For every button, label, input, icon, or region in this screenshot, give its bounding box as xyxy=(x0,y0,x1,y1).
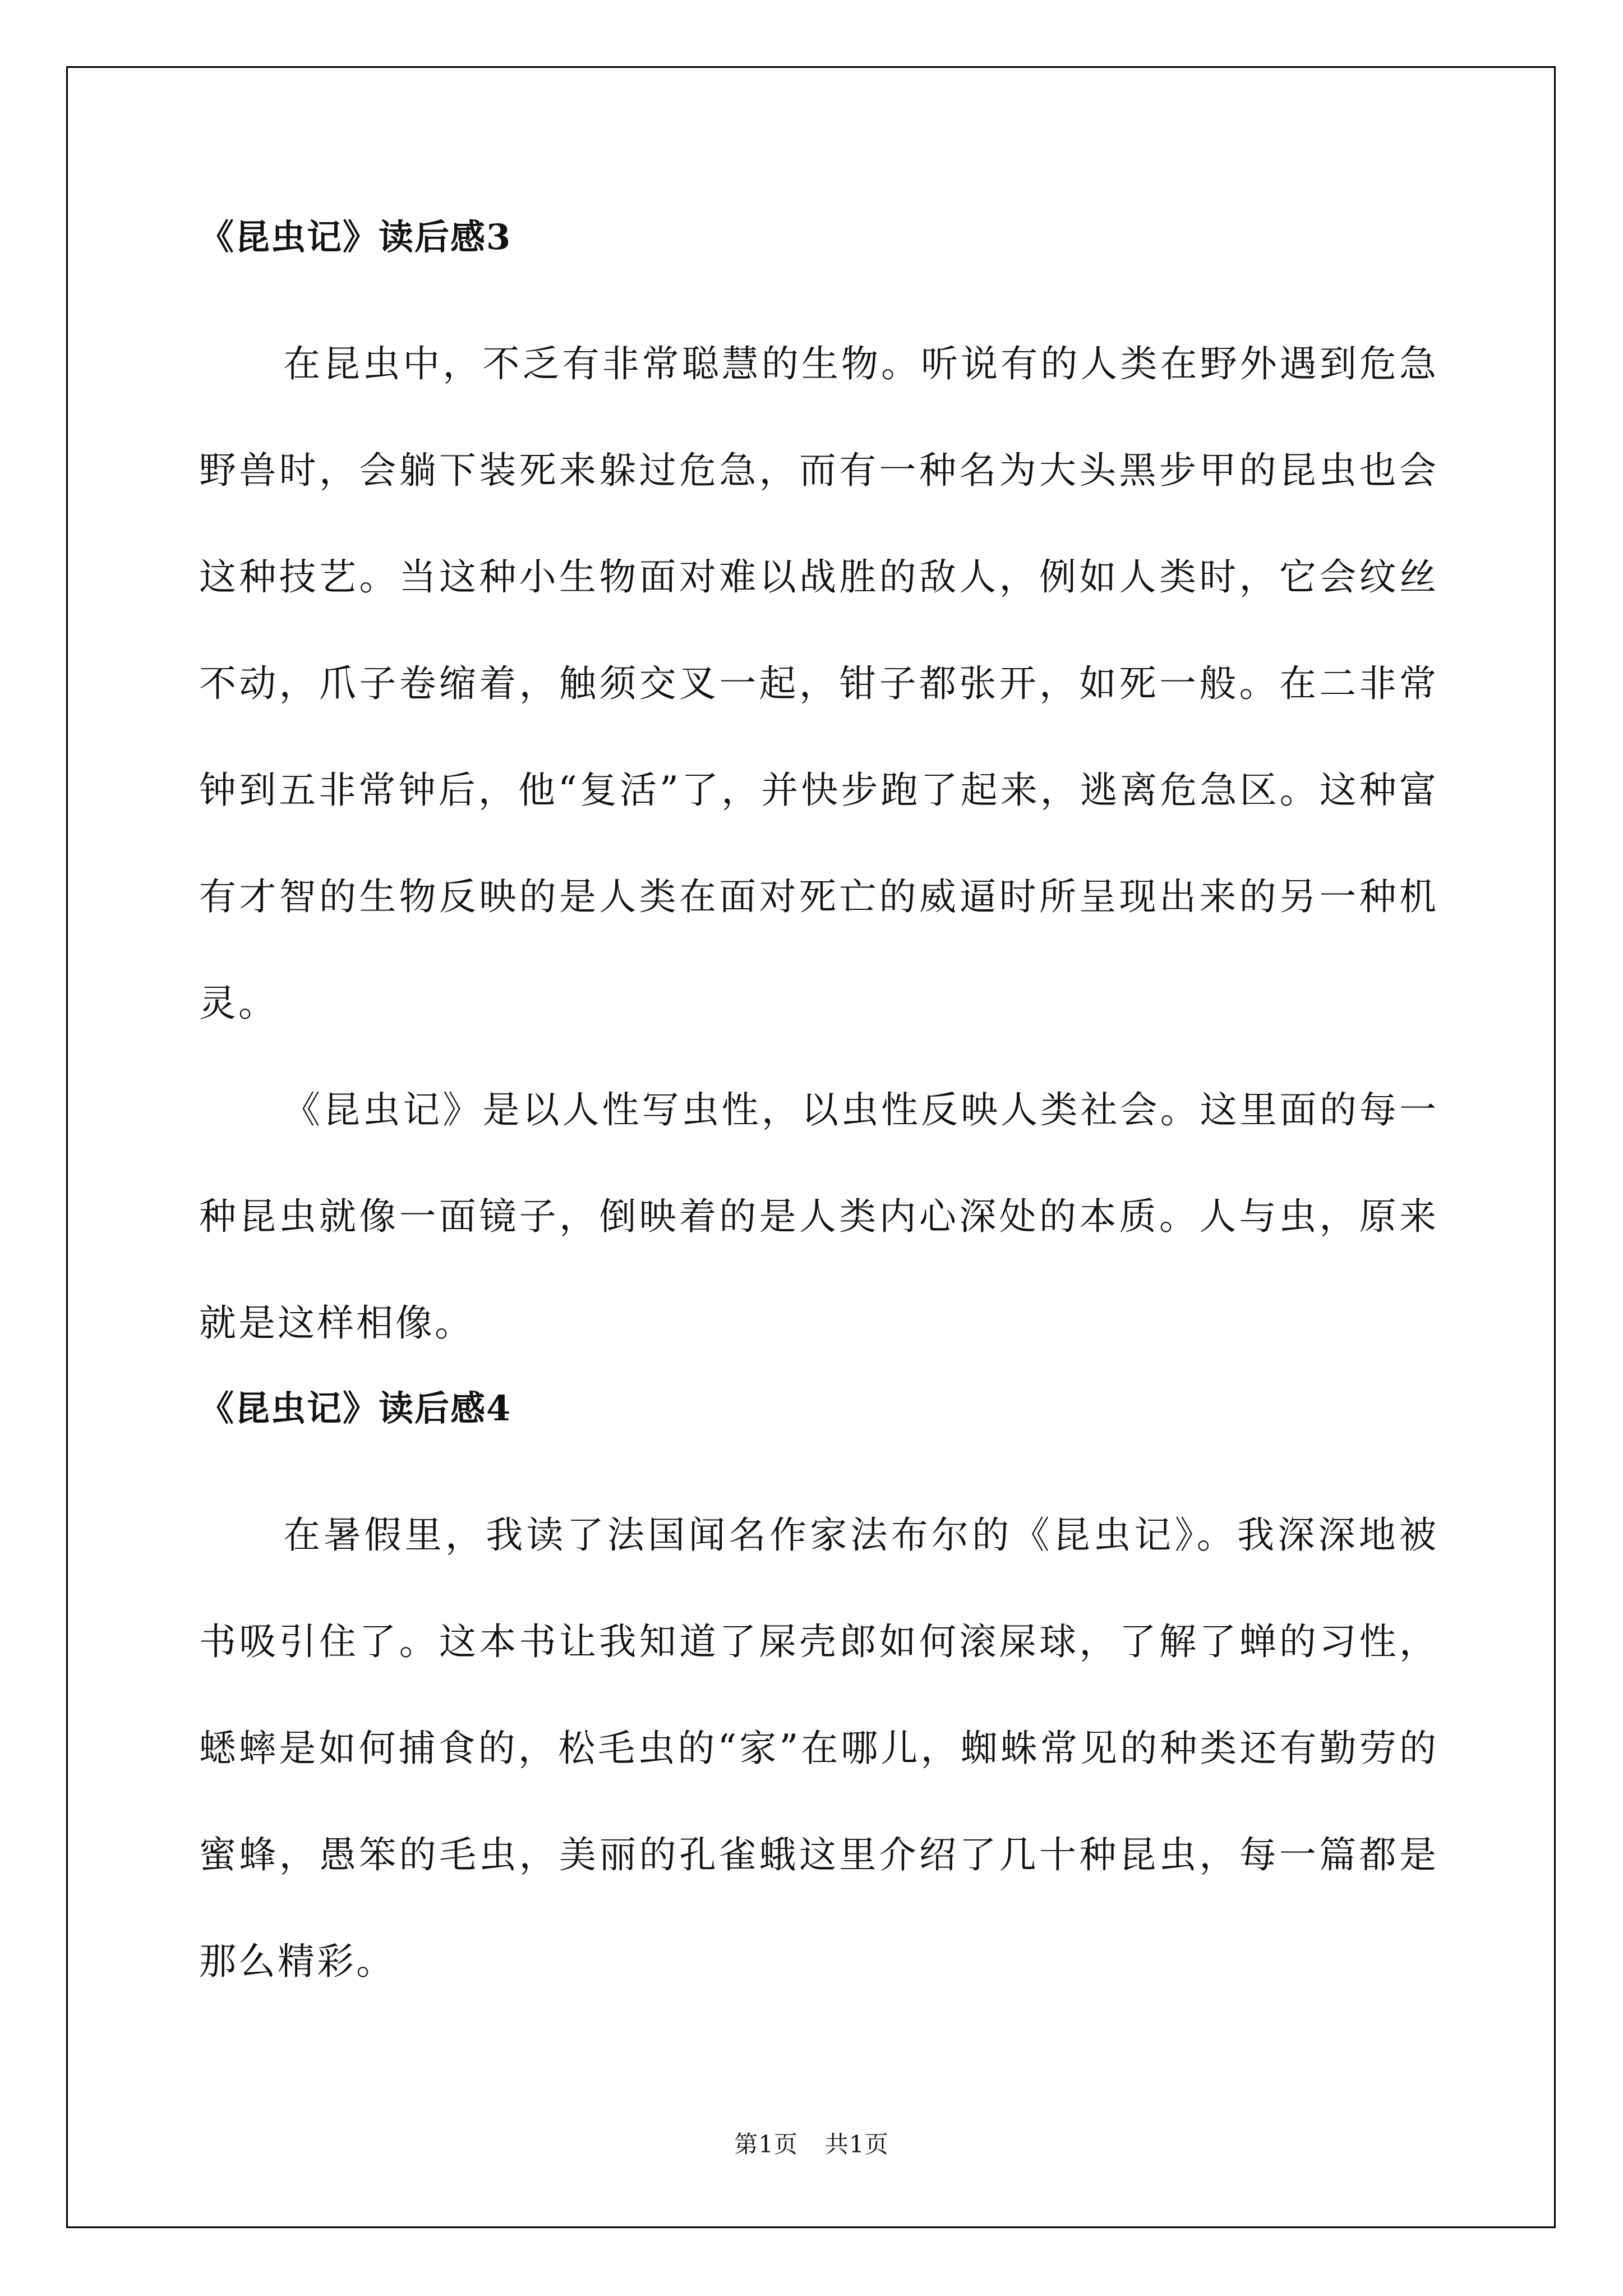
page-number: 第1页 xyxy=(734,2131,798,2158)
paragraph-3-1: 在昆虫中，不乏有非常聪慧的生物。听说有的人类在野外遇到危急野兽时，会躺下装死来躲过危急，而有一种名为大头黑步甲的昆虫也会这种技艺。当这种小生物面对难以战胜的敌人，例如人类时，它会纹丝不动，爪子卷缩着，触须交叉一起，钳子都张开，如死一般。在二非常钟到五非常钟后，他“复活”了，并快步跑了起来，逃离危急区。这种富有才智的生物反映的是人类在面对死亡的威逼时所呈现出来的另一种机灵。 xyxy=(199,342,1438,1025)
paragraph-4-1: 在暑假里，我读了法国闻名作家法布尔的《昆虫记》。我深深地被书吸引住了。这本书让我知道了屎壳郎如何滚屎球，了解了蝉的习性，蟋蟀是如何捕食的，松毛虫的“家”在哪儿，蜘蛛常见的种类还有勤劳的蜜蜂，愚笨的毛虫，美丽的孔雀蛾这里介绍了几十种昆虫，每一篇都是那么精彩。 xyxy=(199,1513,1438,1983)
section-title-4-wrap xyxy=(199,1388,1438,1429)
page-footer xyxy=(0,2133,1623,2156)
paragraph-3-2: 《昆虫记》是以人性写虫性，以虫性反映人类社会。这里面的每一种昆虫就像一面镜子，倒映着的是人类内心深处的本质。人与虫，原来就是这样相像。 xyxy=(199,1088,1438,1345)
section-title-3: 《昆虫记》读后感3 xyxy=(199,217,512,257)
section-title-4: 《昆虫记》读后感4 xyxy=(199,1388,512,1429)
document-body xyxy=(199,217,1438,2015)
page-total: 共1页 xyxy=(825,2131,889,2158)
